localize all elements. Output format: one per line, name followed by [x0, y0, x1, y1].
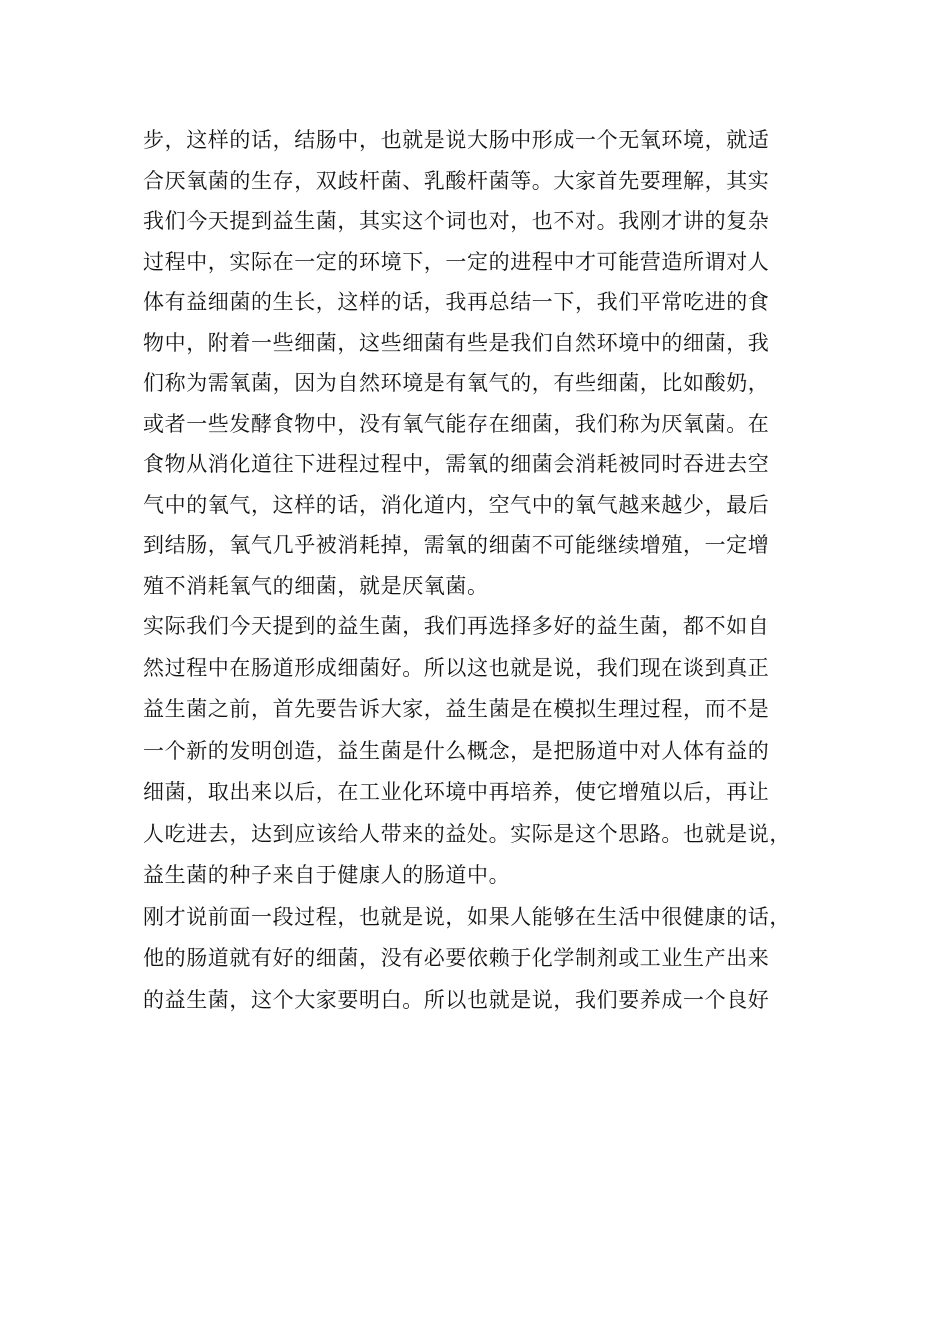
text-line: 殖不消耗氧气的细菌，就是厌氧菌。 [143, 573, 489, 598]
paragraph-1 [143, 120, 833, 606]
text-line: 到结肠，氧气几乎被消耗掉，需氧的细菌不可能继续增殖，一定增 [143, 533, 770, 557]
document-body [143, 120, 833, 1021]
paragraph-2 [143, 606, 833, 897]
text-line: 实际我们今天提到的益生菌，我们再选择多好的益生菌，都不如自 [143, 614, 770, 638]
text-line: 益生菌的种子来自于健康人的肠道中。 [143, 863, 511, 887]
text-line: 刚才说前面一段过程，也就是说，如果人能够在生活中很健康的话， [143, 904, 791, 929]
text-line: 细菌，取出来以后，在工业化环境中再培养，使它增殖以后，再让 [143, 780, 770, 804]
text-line: 体有益细菌的生长，这样的话，我再总结一下，我们平常吃进的食 [143, 290, 770, 314]
text-line: 们称为需氧菌，因为自然环境是有氧气的，有些细菌，比如酸奶， [143, 371, 770, 395]
paragraph-3 [143, 897, 833, 1022]
text-line: 他的肠道就有好的细菌，没有必要依赖于化学制剂或工业生产出来 [143, 946, 770, 970]
text-line: 人吃进去，达到应该给人带来的益处。实际是这个思路。也就是说， [143, 821, 791, 846]
text-line: 或者一些发酵食物中，没有氧气能存在细菌，我们称为厌氧菌。在 [143, 411, 770, 436]
text-line: 气中的氧气，这样的话，消化道内，空气中的氧气越来越少，最后 [143, 492, 770, 517]
text-line: 步，这样的话，结肠中，也就是说大肠中形成一个无氧环境，就适 [143, 128, 770, 152]
text-line: 合厌氧菌的生存，双歧杆菌、乳酸杆菌等。大家首先要理解，其实 [143, 168, 770, 193]
text-line: 的益生菌，这个大家要明白。所以也就是说，我们要养成一个良好 [143, 987, 770, 1012]
text-line: 益生菌之前，首先要告诉大家，益生菌是在模拟生理过程，而不是 [143, 697, 770, 721]
text-line: 物中，附着一些细菌，这些细菌有些是我们自然环境中的细菌，我 [143, 330, 770, 355]
text-line: 食物从消化道往下进程过程中，需氧的细菌会消耗被同时吞进去空 [143, 452, 770, 476]
text-line: 然过程中在肠道形成细菌好。所以这也就是说，我们现在谈到真正 [143, 655, 770, 680]
text-line: 我们今天提到益生菌，其实这个词也对，也不对。我刚才讲的复杂 [143, 209, 770, 233]
text-line: 一个新的发明创造，益生菌是什么概念，是把肠道中对人体有益的 [143, 738, 770, 763]
text-line: 过程中，实际在一定的环境下，一定的进程中才可能营造所谓对人 [143, 249, 770, 274]
